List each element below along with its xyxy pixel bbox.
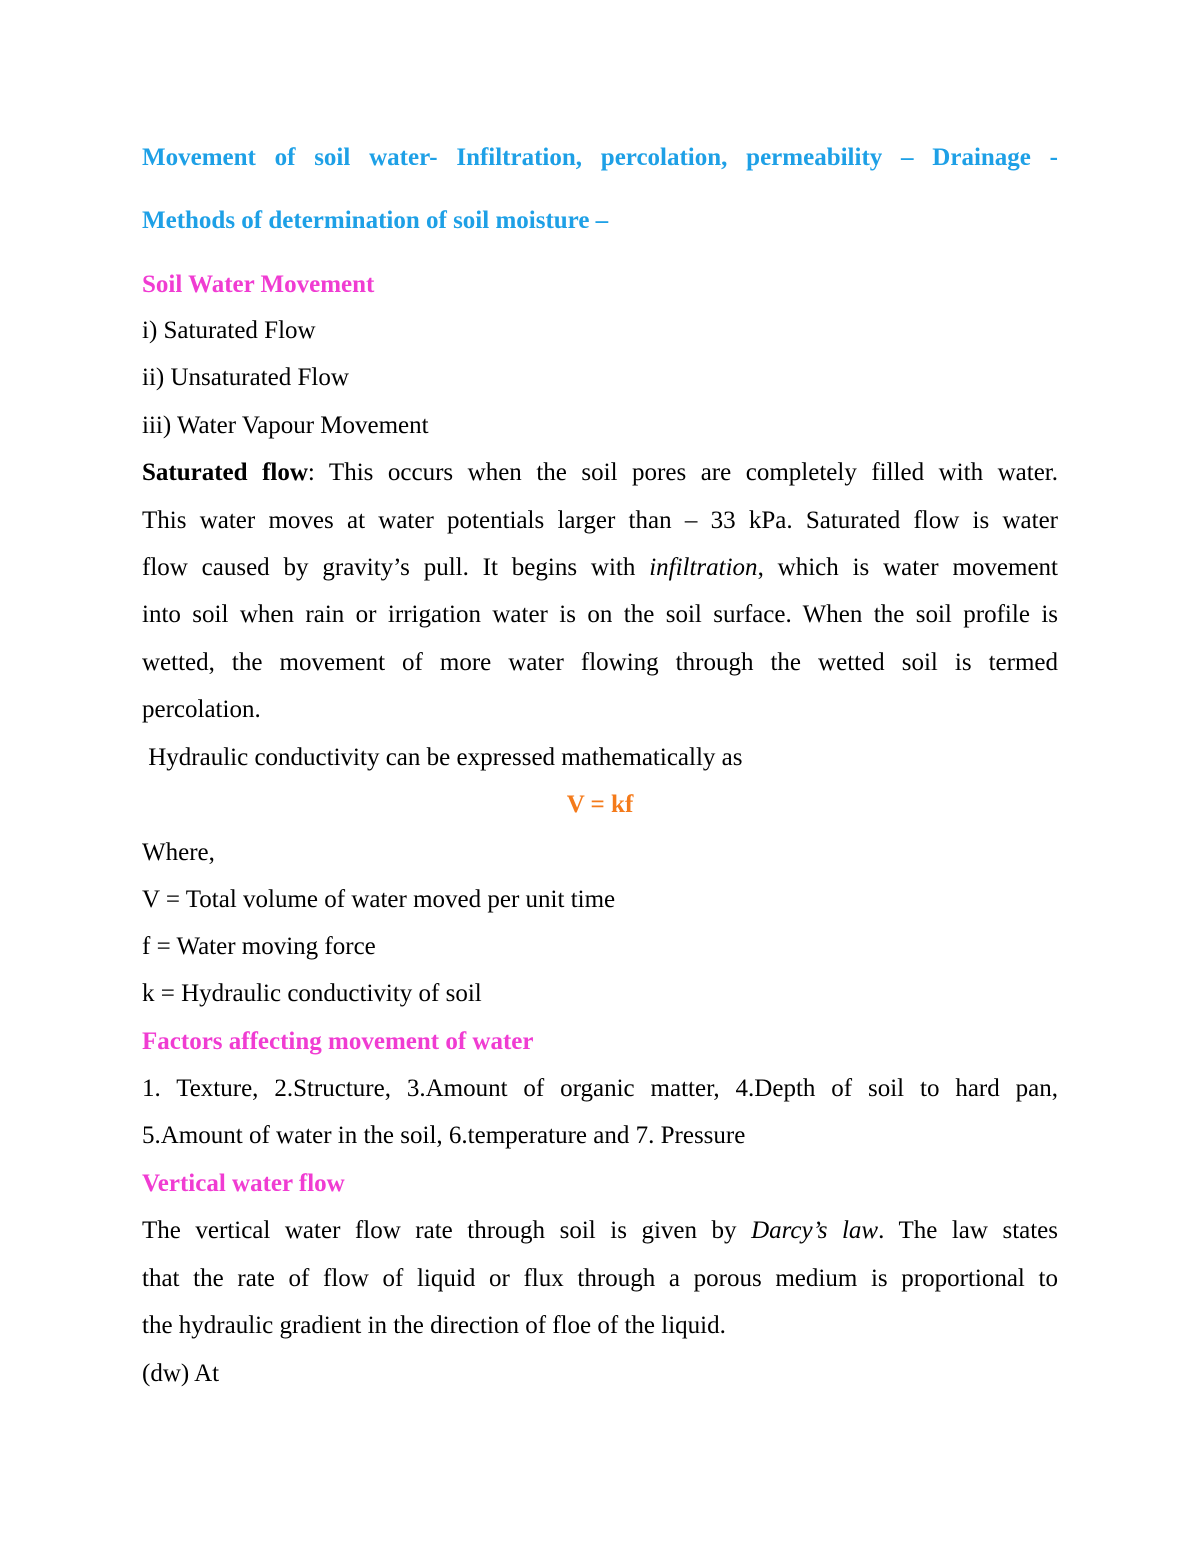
saturated-paragraph-line: wetted, the movement of more water flowing through the wetted soil is termed: [142, 649, 1058, 676]
saturated-paragraph-line: [142, 553, 1058, 583]
infiltration-term: infiltration: [649, 554, 758, 581]
vertical-paragraph-line: the hydraulic gradient in the direction of floe of the liquid.: [142, 1312, 726, 1339]
flow-type-item: iii) Water Vapour Movement: [142, 412, 429, 439]
definition-item: f = Water moving force: [142, 933, 376, 960]
vertical-text: . The law states: [878, 1217, 1059, 1244]
section-heading-soil-water-movement: Soil Water Movement: [142, 271, 375, 298]
definition-item: k = Hydraulic conductivity of soil: [142, 980, 482, 1007]
saturated-flow-term: Saturated flow: [142, 459, 308, 486]
factors-line: 1. Texture, 2.Structure, 3.Amount of organic matter, 4.Depth of soil to hard pan,: [142, 1075, 1058, 1102]
factors-line: 5.Amount of water in the soil, 6.temperature and 7. Pressure: [142, 1122, 746, 1149]
saturated-text: , which is water movement: [757, 554, 1058, 581]
saturated-paragraph-line: [142, 458, 1058, 488]
darcys-law-term: Darcy’s law: [751, 1217, 879, 1244]
vertical-paragraph-line: that the rate of flow of liquid or flux through a porous medium is proportional to: [142, 1265, 1058, 1292]
saturated-text: : This occurs when the soil pores are completely filled with water.: [307, 459, 1058, 486]
saturated-text: flow caused by gravity’s pull. It begins with: [142, 554, 650, 581]
saturated-paragraph-line: This water moves at water potentials larger than – 33 kPa. Saturated flow is water: [142, 507, 1058, 534]
section-heading-factors: Factors affecting movement of water: [142, 1028, 534, 1055]
hydraulic-intro: Hydraulic conductivity can be expressed mathematically as: [142, 744, 743, 771]
vertical-text: The vertical water flow rate through soil is given by: [142, 1217, 752, 1244]
flow-type-item: i) Saturated Flow: [142, 317, 316, 344]
formula: V = kf: [566, 791, 634, 818]
section-heading-vertical-flow: Vertical water flow: [142, 1170, 345, 1197]
where-label: Where,: [142, 839, 215, 866]
saturated-paragraph-line: percolation.: [142, 696, 261, 723]
flow-type-item: ii) Unsaturated Flow: [142, 364, 349, 391]
saturated-paragraph-line: into soil when rain or irrigation water is on the soil surface. When the soil profile is: [142, 601, 1058, 628]
title-line-1: Movement of soil water- Infiltration, percolation, permeability – Drainage -: [142, 144, 1058, 171]
definition-item: V = Total volume of water moved per unit time: [142, 886, 616, 913]
vertical-paragraph-line: [142, 1216, 1058, 1246]
title-line-2: Methods of determination of soil moisture –: [142, 207, 609, 234]
last-line: (dw) At: [142, 1360, 220, 1387]
